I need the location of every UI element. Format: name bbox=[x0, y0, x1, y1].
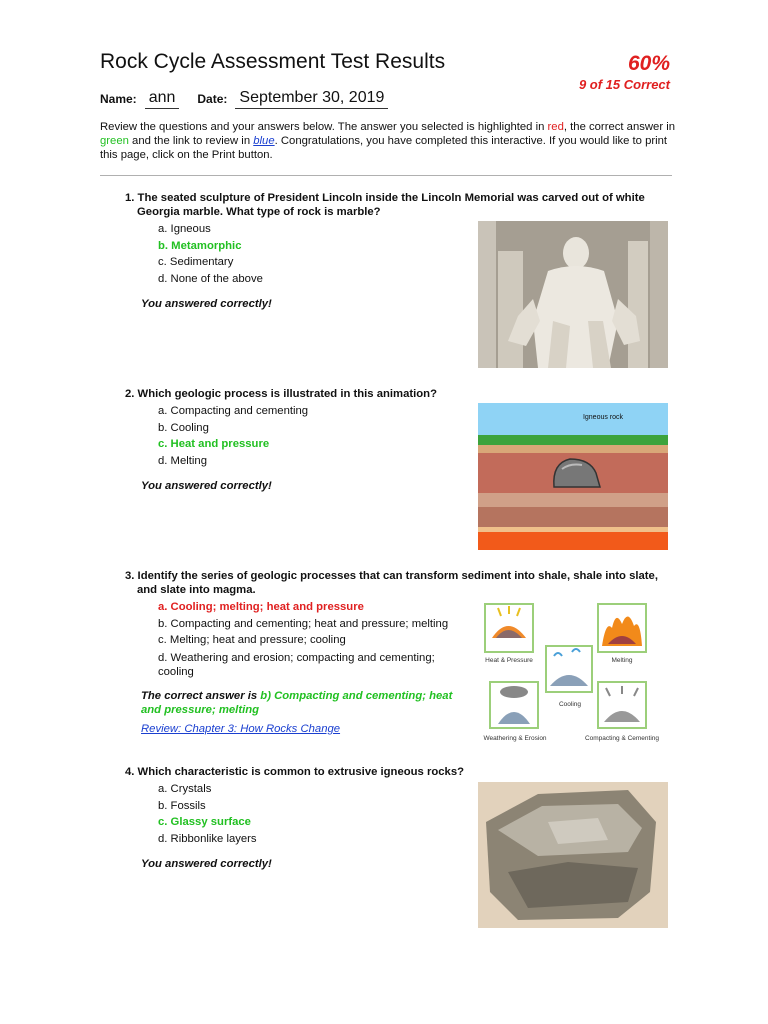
page-title: Rock Cycle Assessment Test Results bbox=[100, 50, 446, 73]
question-text: 4. Which characteristic is common to extrusive igneous rocks? bbox=[125, 766, 465, 778]
lincoln-statue-image bbox=[478, 221, 668, 368]
option: b. Compacting and cementing; heat and pressure; melting bbox=[158, 617, 449, 630]
option: b. Cooling bbox=[158, 421, 209, 434]
result-text: You answered correctly! bbox=[141, 480, 272, 493]
option: c. Sedimentary bbox=[158, 256, 234, 269]
diagram-label-weathering: Weathering & Erosion bbox=[483, 735, 547, 742]
score-count: 9 of 15 Correct bbox=[578, 77, 670, 92]
score-block bbox=[579, 52, 670, 92]
name-label: Name: bbox=[100, 92, 137, 106]
option: a. Compacting and cementing bbox=[158, 405, 309, 417]
intro-text: , the correct answer in bbox=[563, 121, 676, 133]
intro-text: and the link to review in bbox=[128, 135, 254, 147]
option: a. Igneous bbox=[158, 223, 211, 235]
option-correct: c. Heat and pressure bbox=[158, 438, 270, 451]
options-list bbox=[158, 599, 458, 679]
question-text: 2. Which geologic process is illustrated in this animation? bbox=[125, 388, 437, 400]
option: d. Melting bbox=[158, 454, 207, 467]
result-text: You answered correctly! bbox=[141, 298, 272, 311]
correct-answer: b) Compacting and cementing; heat and pressure; melting bbox=[141, 689, 453, 716]
result-text: You answered correctly! bbox=[141, 858, 272, 871]
result-prefix: The correct answer is bbox=[141, 689, 261, 702]
name-value: ann bbox=[145, 89, 180, 109]
intro-text: Review the questions and your answers below. The answer you selected is highlighted in bbox=[100, 121, 548, 133]
date-label: Date: bbox=[197, 92, 228, 106]
divider bbox=[100, 175, 672, 176]
date-value: September 30, 2019 bbox=[235, 89, 388, 109]
option-correct: b. Metamorphic bbox=[158, 239, 242, 252]
intro-blue-word: blue bbox=[253, 135, 275, 147]
option: c. Melting; heat and pressure; cooling bbox=[158, 634, 346, 647]
result-text bbox=[141, 689, 461, 717]
intro-red-word: red bbox=[547, 121, 564, 133]
option-correct: c. Glassy surface bbox=[158, 816, 251, 829]
option: d. Weathering and erosion; compacting and cementing; cooling bbox=[158, 651, 435, 678]
student-info bbox=[100, 89, 388, 109]
option: d. Ribbonlike layers bbox=[158, 832, 257, 845]
diagram-label-melting: Melting bbox=[611, 657, 633, 664]
intro-green-word: green bbox=[100, 135, 129, 147]
intro-text: . Congratulations, you have completed this interactive. If you would like to print this page, click on the Print button. bbox=[100, 135, 668, 161]
option: d. None of the above bbox=[158, 272, 263, 285]
animation-label: Igneous rock bbox=[582, 414, 624, 421]
igneous-rock-sample-image bbox=[478, 782, 668, 928]
question-text: 1. The seated sculpture of President Lincoln inside the Lincoln Memorial was carved out of white Georgia marble. What type of rock is marble? bbox=[125, 192, 645, 218]
rock-layers-animation-image bbox=[478, 403, 668, 550]
diagram-label-cooling: Cooling bbox=[558, 701, 582, 708]
diagram-label-heat: Heat & Pressure bbox=[485, 657, 533, 664]
review-link[interactable]: Review: Chapter 3: How Rocks Change bbox=[141, 722, 341, 735]
score-percent: 60% bbox=[627, 52, 670, 75]
diagram-label-compacting: Compacting & Cementing bbox=[584, 735, 660, 742]
question-text: 3. Identify the series of geologic processes that can transform sediment into shale, shale into slate, and slate into magma. bbox=[125, 570, 658, 596]
instructions bbox=[100, 120, 675, 162]
option-selected-wrong: a. Cooling; melting; heat and pressure bbox=[158, 601, 364, 613]
option: a. Crystals bbox=[158, 783, 212, 795]
rock-cycle-diagram bbox=[478, 600, 670, 748]
option: b. Fossils bbox=[158, 799, 206, 812]
